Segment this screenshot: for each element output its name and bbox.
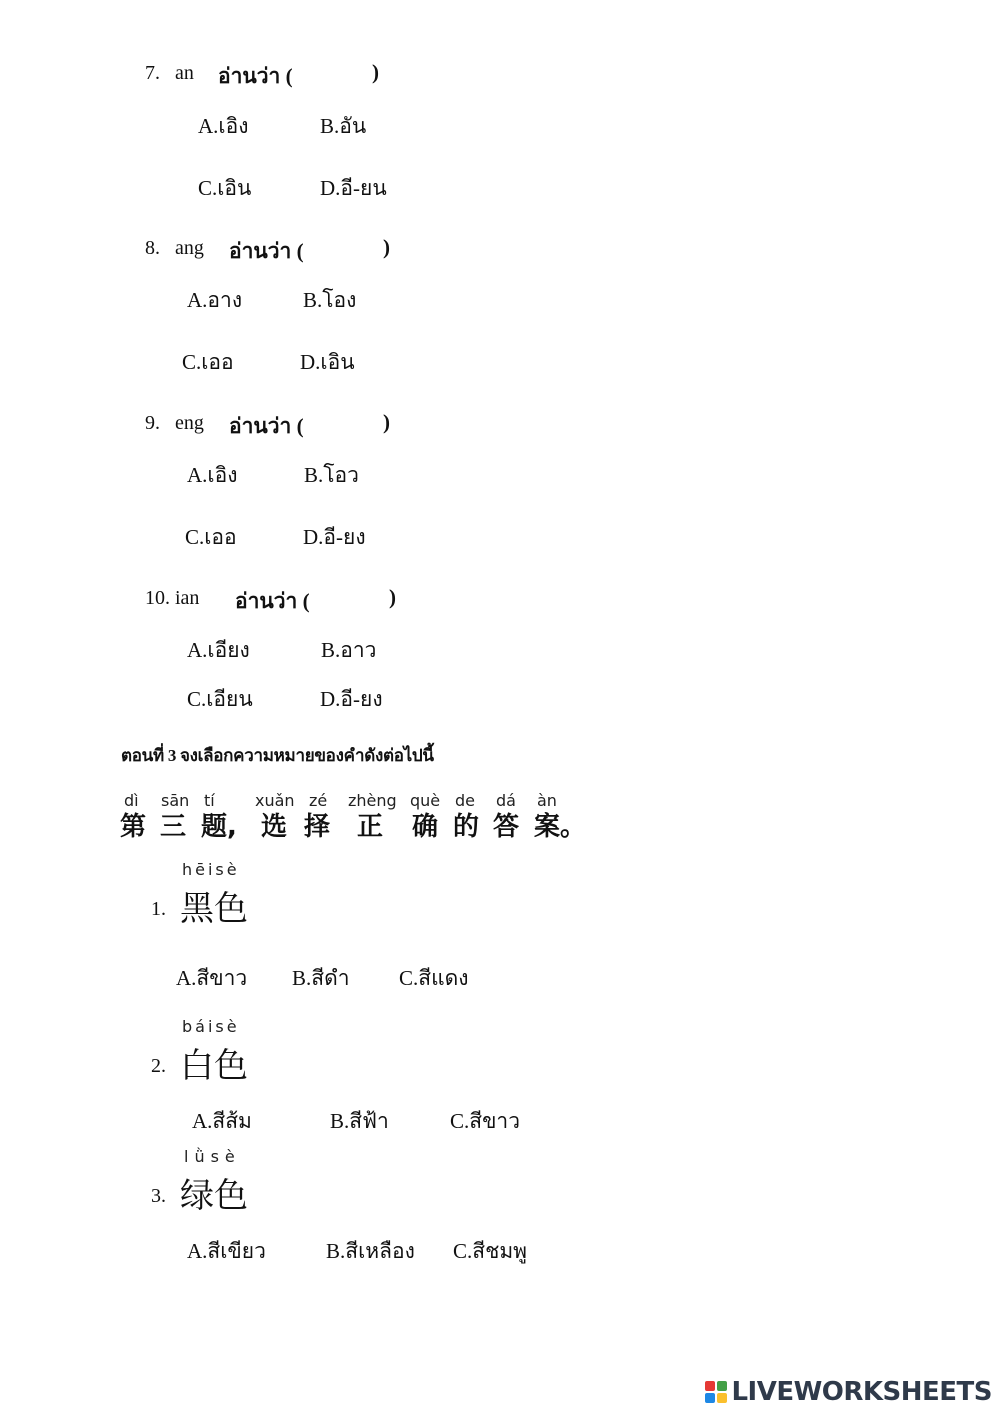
option-d[interactable]: D.อี-ยง (320, 687, 383, 711)
option-d[interactable]: D.อี-ยง (303, 525, 366, 549)
question-number: 10. (145, 587, 170, 609)
answer-blank-close: ) (383, 410, 390, 434)
pinyin-syllable: de (455, 791, 475, 810)
question-prompt: อ่านว่า ( (229, 414, 304, 438)
question-number: 9. (145, 412, 160, 434)
logo-square-yellow (717, 1393, 727, 1403)
pinyin-syllable: sān (161, 791, 190, 810)
option-b[interactable]: B.สีเหลือง (326, 1239, 415, 1263)
pinyin-syllable: dì (124, 791, 139, 810)
question-prompt: อ่านว่า ( (229, 239, 304, 263)
word-pinyin: hēisè (182, 860, 240, 879)
option-a[interactable]: A.สีส้ม (192, 1109, 252, 1133)
option-c[interactable]: C.เอิน (198, 176, 252, 200)
chinese-char: 择 (304, 812, 331, 842)
pinyin-syllable: àn (537, 791, 557, 810)
pinyin-final: ang (175, 237, 204, 259)
question-prompt: อ่านว่า ( (218, 64, 293, 88)
question-number: 8. (145, 237, 160, 259)
option-c[interactable]: C.สีขาว (450, 1109, 521, 1133)
section-3-title: ตอนที่ 3 จงเลือกความหมายของคำดังต่อไปนี้ (121, 746, 434, 765)
vocab-word: 绿色 (180, 1176, 248, 1216)
pinyin-syllable: tí (204, 791, 215, 810)
liveworksheets-logo[interactable] (705, 1377, 992, 1407)
chinese-char: 确 (412, 812, 439, 842)
option-c[interactable]: C.เออ (185, 525, 237, 549)
question-number: 7. (145, 62, 160, 84)
liveworksheets-logo-icon (705, 1381, 727, 1403)
answer-blank-close: ) (383, 235, 390, 259)
chinese-char: 题, (201, 812, 237, 842)
logo-square-blue (705, 1393, 715, 1403)
option-a[interactable]: A.เอิง (198, 114, 249, 138)
vocab-word: 黑色 (180, 889, 248, 929)
word-pinyin: lǜsè (184, 1147, 241, 1166)
vocab-number: 3. (151, 1185, 166, 1207)
answer-blank-close: ) (372, 60, 379, 84)
option-b[interactable]: B.โอว (304, 463, 359, 487)
option-a[interactable]: A.สีเขียว (187, 1239, 266, 1263)
option-c[interactable]: C.เอียน (187, 687, 253, 711)
vocab-word: 白色 (180, 1046, 248, 1086)
pinyin-final: an (175, 62, 194, 84)
pinyin-final: eng (175, 412, 204, 434)
chinese-char: 第 (120, 812, 147, 842)
option-c[interactable]: C.สีชมพู (453, 1239, 528, 1263)
pinyin-final: ian (175, 587, 200, 609)
pinyin-syllable: què (410, 791, 441, 810)
logo-square-red (705, 1381, 715, 1391)
chinese-char: 正 (357, 812, 384, 842)
option-b[interactable]: B.สีดำ (292, 966, 350, 990)
option-c[interactable]: C.สีแดง (399, 966, 469, 990)
option-d[interactable]: D.อี-ยน (320, 176, 387, 200)
option-c[interactable]: C.เออ (182, 350, 234, 374)
chinese-char: 的 (453, 812, 480, 842)
word-pinyin: báisè (182, 1017, 240, 1036)
vocab-number: 2. (151, 1055, 166, 1077)
chinese-char: 答 (493, 812, 520, 842)
question-prompt: อ่านว่า ( (235, 589, 310, 613)
option-b[interactable]: B.สีฟ้า (330, 1109, 389, 1133)
pinyin-syllable: zé (309, 791, 328, 810)
logo-square-green (717, 1381, 727, 1391)
chinese-char: 案。 (534, 812, 587, 842)
option-a[interactable]: A.เอียง (187, 638, 250, 662)
pinyin-syllable: xuǎn (255, 791, 295, 810)
option-d[interactable]: D.เอิน (300, 350, 355, 374)
option-b[interactable]: B.อัน (320, 114, 367, 138)
answer-blank-close: ) (389, 585, 396, 609)
chinese-char: 选 (261, 812, 288, 842)
pinyin-syllable: zhèng (348, 791, 397, 810)
chinese-char: 三 (160, 812, 187, 842)
option-a[interactable]: A.เอิง (187, 463, 238, 487)
vocab-number: 1. (151, 898, 166, 920)
pinyin-syllable: dá (496, 791, 516, 810)
option-a[interactable]: A.อาง (187, 288, 243, 312)
option-b[interactable]: B.อาว (321, 638, 377, 662)
logo-text: LIVEWORKSHEETS (731, 1377, 992, 1407)
option-a[interactable]: A.สีขาว (176, 966, 248, 990)
option-b[interactable]: B.โอง (303, 288, 357, 312)
